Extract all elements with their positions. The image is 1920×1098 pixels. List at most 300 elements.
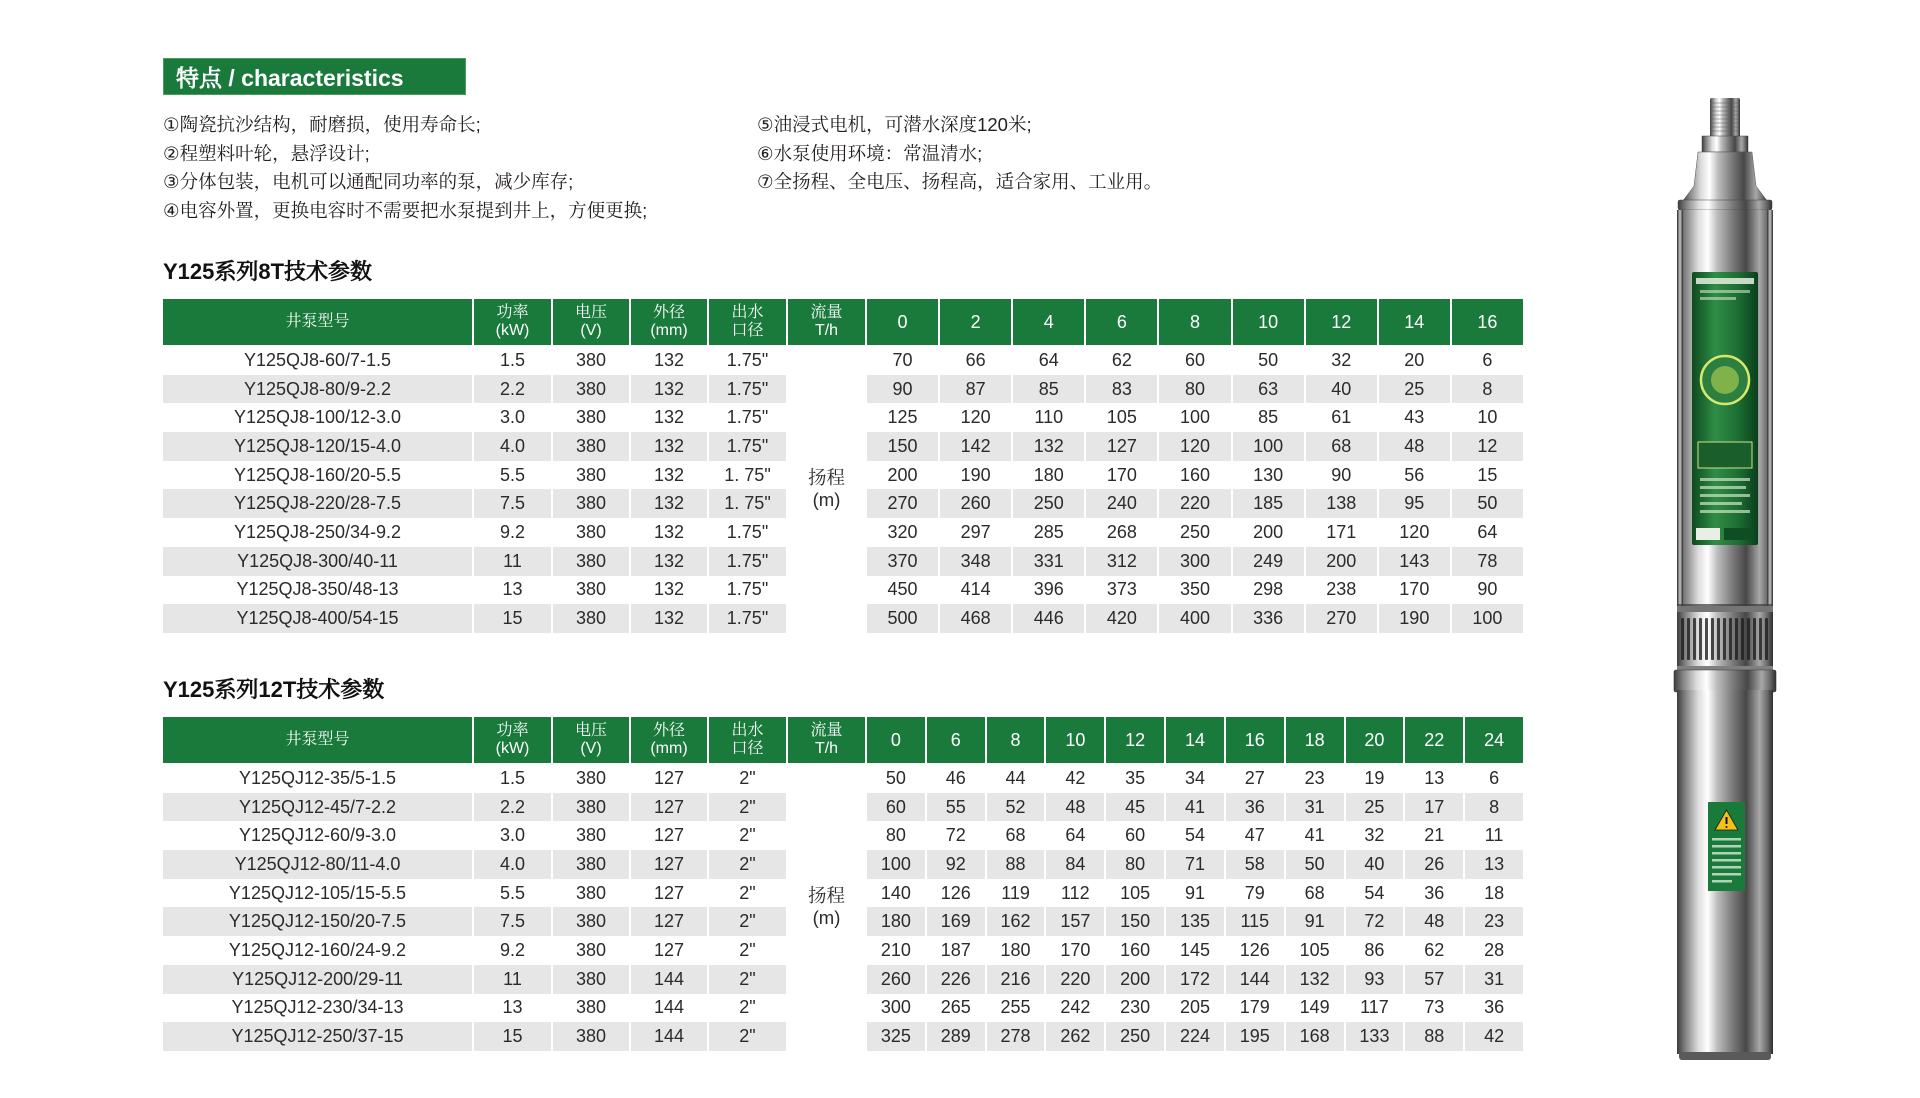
cell-head-value: 45	[1106, 793, 1164, 822]
cell-head-value: 6	[1482, 349, 1493, 370]
cell-diameter-mm: 144	[653, 997, 685, 1018]
cell-head-value: 115	[1226, 907, 1284, 936]
cell-head-value: 145	[1179, 939, 1211, 960]
flow-point-header: 0	[867, 299, 938, 345]
cell-head-value: 312	[1086, 547, 1157, 576]
cell-diameter-mm: 144	[631, 965, 707, 994]
cell-power-kw: 4.0	[474, 850, 551, 879]
cell-head-value: 13	[1424, 767, 1445, 788]
intake-slot	[1699, 618, 1702, 660]
column-header	[474, 717, 551, 763]
cell-head-value: 370	[867, 547, 938, 576]
feature-item: ⑦全扬程、全电压、扬程高，适合家用、工业用。	[757, 171, 1163, 192]
cell-head-value: 348	[940, 547, 1011, 576]
cell-head-value: 179	[1239, 997, 1270, 1018]
table-title-8t: Y125系列8T技术参数	[163, 259, 373, 284]
cell-head-value: 87	[940, 375, 1011, 404]
cell-head-value: 28	[1484, 939, 1505, 960]
flow-point-header: 18	[1286, 717, 1344, 763]
cell-voltage-v: 380	[575, 939, 607, 960]
table-title-12t: Y125系列12T技术参数	[163, 677, 385, 702]
cell-outlet: 2"	[739, 767, 756, 788]
intake-slot	[1735, 618, 1738, 660]
cell-voltage-v: 380	[575, 825, 607, 846]
cell-head-value: 135	[1166, 907, 1224, 936]
column-header-line: 功率	[496, 304, 529, 321]
cell-diameter-mm: 132	[631, 489, 707, 518]
cell-diameter-mm: 127	[631, 907, 707, 936]
cell-head-value: 169	[927, 907, 985, 936]
cell-head-value: 48	[1046, 793, 1104, 822]
cell-head-value: 60	[867, 793, 925, 822]
cell-head-value: 50	[1258, 349, 1279, 370]
flow-point-header: 16	[1452, 299, 1523, 345]
cell-head-value: 336	[1233, 604, 1304, 633]
cell-head-value: 260	[867, 965, 925, 994]
cell-voltage-v: 380	[553, 375, 629, 404]
cell-head-value: 72	[945, 825, 966, 846]
cell-head-value: 450	[887, 579, 918, 600]
cell-power-kw: 5.5	[499, 464, 526, 485]
cell-head-value: 20	[1404, 349, 1425, 370]
cell-head-value: 112	[1061, 882, 1090, 903]
flow-point-header: 10	[1233, 299, 1304, 345]
cell-head-value: 48	[1379, 432, 1450, 461]
flow-point-header: 20	[1346, 717, 1404, 763]
cell-head-value: 88	[1405, 1022, 1463, 1051]
cell-head-value: 10	[1477, 407, 1498, 428]
cell-head-value: 126	[1239, 939, 1270, 960]
head-label-cell	[788, 764, 865, 1051]
cell-head-value: 220	[1046, 965, 1104, 994]
cell-head-value: 72	[1346, 907, 1404, 936]
pump-illustration	[1660, 90, 1790, 1070]
cell-head-value: 110	[1034, 407, 1064, 428]
cell-outlet: 2"	[739, 939, 756, 960]
cell-voltage-v: 380	[553, 907, 629, 936]
cell-head-value: 25	[1379, 375, 1450, 404]
cell-head-value: 71	[1166, 850, 1224, 879]
cell-head-value: 325	[867, 1022, 925, 1051]
cell-power-kw: 3.0	[499, 825, 526, 846]
pump-flange	[1678, 200, 1772, 210]
cell-head-value: 56	[1404, 464, 1425, 485]
cell-head-value: 105	[1120, 882, 1151, 903]
cell-diameter-mm: 132	[653, 464, 685, 485]
cell-head-value: 78	[1452, 547, 1523, 576]
cell-head-value: 11	[1484, 825, 1504, 846]
cell-head-value: 26	[1405, 850, 1463, 879]
cell-head-value: 260	[940, 489, 1011, 518]
cell-head-value: 100	[1179, 407, 1211, 428]
cell-voltage-v: 380	[575, 579, 607, 600]
cell-head-value: 187	[940, 939, 971, 960]
cell-head-value: 240	[1086, 489, 1157, 518]
cell-head-value: 90	[1331, 464, 1352, 485]
cell-voltage-v: 380	[575, 997, 607, 1018]
cell-head-value: 100	[1452, 604, 1523, 633]
cell-head-value: 200	[887, 464, 918, 485]
intake-slot	[1693, 618, 1696, 660]
cell-model: Y125QJ12-80/11-4.0	[163, 850, 472, 879]
flow-point-header: 14	[1166, 717, 1224, 763]
cell-model: Y125QJ8-220/28-7.5	[163, 489, 472, 518]
cell-head-value: 31	[1465, 965, 1523, 994]
column-header	[163, 717, 472, 763]
cell-model: Y125QJ12-105/15-5.5	[228, 882, 407, 903]
cell-outlet: 1.75"	[726, 521, 769, 542]
feature-item: ⑥水泵使用环境：常温清水;	[757, 142, 983, 164]
spec-table-12t	[163, 717, 1523, 1051]
cell-outlet: 1.75"	[726, 579, 769, 600]
cell-outlet: 2"	[709, 907, 786, 936]
pump-collar	[1674, 670, 1776, 692]
intake-slot	[1723, 618, 1726, 660]
cell-power-kw: 7.5	[474, 489, 551, 518]
cell-head-value: 44	[1005, 767, 1026, 788]
cell-voltage-v: 380	[553, 1022, 629, 1051]
cell-head-value: 150	[867, 432, 938, 461]
cell-head-value: 420	[1086, 604, 1157, 633]
cell-head-value: 185	[1233, 489, 1304, 518]
cell-head-value: 60	[1184, 349, 1205, 370]
column-header	[631, 299, 707, 345]
cell-power-kw: 11	[474, 965, 551, 994]
cell-head-value: 35	[1125, 767, 1146, 788]
cell-head-value: 190	[960, 464, 991, 485]
cell-head-value: 58	[1226, 850, 1284, 879]
cell-head-value: 42	[1065, 767, 1086, 788]
cell-outlet: 1. 75"	[709, 489, 786, 518]
feature-item: ④电容外置，更换电容时不需要把水泵提到井上，方便更换;	[163, 199, 648, 221]
cell-head-value: 140	[880, 882, 911, 903]
column-header	[788, 299, 865, 345]
cell-head-value: 200	[1306, 547, 1377, 576]
intake-slot	[1681, 618, 1684, 660]
cell-head-value: 8	[1465, 793, 1523, 822]
flow-point-header: 8	[987, 717, 1045, 763]
flow-point-header: 6	[1086, 299, 1157, 345]
cell-head-value: 90	[867, 375, 938, 404]
cell-head-value: 60	[1125, 825, 1146, 846]
cell-head-value: 468	[940, 604, 1011, 633]
intake-slot	[1747, 618, 1750, 660]
cell-diameter-mm: 127	[653, 825, 685, 846]
feature-item: ②程塑料叶轮，悬浮设计;	[163, 142, 370, 164]
cell-head-value: 396	[1033, 579, 1064, 600]
cell-diameter-mm: 144	[631, 1022, 707, 1051]
column-header-line: 井泵型号	[285, 731, 350, 748]
cell-power-kw: 11	[474, 547, 551, 576]
cell-head-value: 150	[1106, 907, 1164, 936]
cell-head-value: 80	[885, 825, 906, 846]
cell-outlet: 2"	[709, 1022, 786, 1051]
pump-hex-nut	[1702, 136, 1748, 152]
cell-head-value: 48	[1405, 907, 1463, 936]
cell-outlet: 2"	[739, 825, 756, 846]
column-header	[709, 717, 786, 763]
cell-head-value: 23	[1465, 907, 1523, 936]
cell-head-value: 265	[940, 997, 971, 1018]
cell-head-value: 40	[1346, 850, 1404, 879]
cell-head-value: 255	[1000, 997, 1031, 1018]
cell-diameter-mm: 132	[631, 547, 707, 576]
head-label-cell	[788, 346, 865, 633]
cell-head-value: 126	[940, 882, 971, 903]
cell-voltage-v: 380	[553, 604, 629, 633]
cell-head-value: 46	[945, 767, 966, 788]
cell-head-value: 54	[1184, 825, 1205, 846]
intake-slot	[1729, 618, 1732, 660]
cell-voltage-v: 380	[575, 767, 607, 788]
cell-model: Y125QJ12-230/34-13	[231, 997, 404, 1018]
cell-head-value: 373	[1106, 579, 1137, 600]
cell-head-value: 262	[1046, 1022, 1104, 1051]
column-header-line: (kW)	[495, 740, 530, 757]
flow-point-header: 24	[1465, 717, 1523, 763]
column-header	[631, 717, 707, 763]
cell-model: Y125QJ12-160/24-9.2	[228, 939, 407, 960]
features-right	[757, 111, 1162, 197]
pump-tie-rod-right	[1767, 210, 1773, 606]
section-header-badge: 特点 / characteristics	[163, 58, 466, 95]
cell-head-value: 216	[987, 965, 1045, 994]
cell-power-kw: 5.5	[499, 882, 526, 903]
column-header	[709, 299, 786, 345]
cell-voltage-v: 380	[575, 882, 607, 903]
cell-head-value: 85	[1013, 375, 1084, 404]
cell-head-value: 80	[1159, 375, 1230, 404]
column-header-line: T/h	[814, 322, 839, 339]
cell-model: Y125QJ8-100/12-3.0	[233, 407, 402, 428]
cell-head-value: 170	[1060, 939, 1091, 960]
cell-head-value: 64	[1038, 349, 1059, 370]
cell-head-value: 446	[1013, 604, 1084, 633]
cell-head-value: 120	[960, 407, 991, 428]
cell-head-value: 180	[1000, 939, 1031, 960]
cell-head-value: 226	[927, 965, 985, 994]
cell-voltage-v: 380	[575, 521, 607, 542]
cell-head-value: 250	[1013, 489, 1084, 518]
cell-outlet: 1.75"	[709, 432, 786, 461]
column-header-line: 电压	[574, 304, 607, 321]
cell-head-value: 40	[1306, 375, 1377, 404]
cell-model: Y125QJ8-400/54-15	[163, 604, 472, 633]
cell-head-value: 54	[1364, 882, 1385, 903]
column-header-line: 井泵型号	[285, 313, 350, 330]
cell-diameter-mm: 132	[631, 604, 707, 633]
cell-head-value: 61	[1331, 407, 1352, 428]
cell-head-value: 162	[987, 907, 1045, 936]
cell-head-value: 63	[1233, 375, 1304, 404]
cell-head-value: 250	[1179, 521, 1211, 542]
cell-head-value: 32	[1331, 349, 1352, 370]
column-header-line: 电压	[574, 722, 607, 739]
cell-head-value: 331	[1013, 547, 1084, 576]
column-header	[474, 299, 551, 345]
cell-head-value: 85	[1258, 407, 1279, 428]
cell-head-value: 91	[1184, 882, 1205, 903]
cell-diameter-mm: 127	[631, 793, 707, 822]
cell-diameter-mm: 127	[653, 939, 685, 960]
cell-head-value: 130	[1253, 464, 1284, 485]
cell-head-value: 138	[1306, 489, 1377, 518]
cell-head-value: 23	[1304, 767, 1325, 788]
flow-point-header: 22	[1405, 717, 1463, 763]
cell-outlet: 2"	[709, 793, 786, 822]
pump-tie-rod-left	[1677, 210, 1683, 606]
cell-outlet: 1.75"	[726, 407, 769, 428]
cell-head-value: 50	[1452, 489, 1523, 518]
head-label-line: 扬程	[807, 467, 845, 489]
cell-head-value: 90	[1477, 579, 1498, 600]
pump-bottom-cap	[1679, 1052, 1771, 1060]
cell-head-value: 57	[1405, 965, 1463, 994]
cell-head-value: 132	[1286, 965, 1344, 994]
pump-threaded-fitting	[1710, 98, 1740, 138]
cell-diameter-mm: 127	[631, 850, 707, 879]
cell-head-value: 268	[1106, 521, 1137, 542]
cell-model: Y125QJ12-250/37-15	[163, 1022, 472, 1051]
cell-head-value: 149	[1299, 997, 1330, 1018]
column-header-line: (V)	[580, 322, 602, 339]
cell-head-value: 289	[927, 1022, 985, 1051]
cell-outlet: 1.75"	[709, 604, 786, 633]
cell-head-value: 133	[1346, 1022, 1404, 1051]
cell-model: Y125QJ8-300/40-11	[163, 547, 472, 576]
cell-diameter-mm: 132	[653, 521, 685, 542]
cell-model: Y125QJ12-45/7-2.2	[163, 793, 472, 822]
cell-head-value: 127	[1086, 432, 1157, 461]
cell-head-value: 278	[987, 1022, 1045, 1051]
cell-power-kw: 2.2	[474, 375, 551, 404]
cell-outlet: 1. 75"	[724, 464, 771, 485]
cell-head-value: 95	[1379, 489, 1450, 518]
cell-head-value: 132	[1013, 432, 1084, 461]
flow-point-header: 12	[1106, 717, 1164, 763]
pump-band	[1677, 604, 1773, 612]
cell-power-kw: 15	[474, 1022, 551, 1051]
head-label-line: 扬程	[807, 885, 845, 907]
cell-head-value: 47	[1244, 825, 1265, 846]
warning-label	[1708, 802, 1745, 891]
spec-table-8t	[163, 299, 1523, 633]
cell-head-value: 15	[1477, 464, 1498, 485]
cell-outlet: 2"	[709, 965, 786, 994]
intake-slot	[1705, 618, 1708, 660]
column-header	[788, 717, 865, 763]
column-header	[553, 299, 629, 345]
column-header-line: (kW)	[495, 322, 530, 339]
cell-model: Y125QJ12-60/9-3.0	[238, 825, 397, 846]
cell-head-value: 125	[887, 407, 918, 428]
cell-head-value: 36	[1226, 793, 1284, 822]
cell-head-value: 21	[1424, 825, 1445, 846]
column-header	[163, 299, 472, 345]
head-label-line: (m)	[812, 489, 841, 511]
cell-voltage-v: 380	[553, 432, 629, 461]
cell-head-value: 19	[1364, 767, 1385, 788]
cell-head-value: 42	[1465, 1022, 1523, 1051]
cell-voltage-v: 380	[553, 850, 629, 879]
cell-head-value: 238	[1326, 579, 1357, 600]
cell-head-value: 250	[1106, 1022, 1164, 1051]
cell-head-value: 170	[1106, 464, 1137, 485]
cell-head-value: 64	[1065, 825, 1086, 846]
cell-outlet: 2"	[709, 850, 786, 879]
cell-head-value: 93	[1346, 965, 1404, 994]
cell-power-kw: 9.2	[499, 939, 526, 960]
cell-head-value: 190	[1379, 604, 1450, 633]
cell-diameter-mm: 132	[653, 579, 685, 600]
cell-head-value: 41	[1166, 793, 1224, 822]
cell-head-value: 92	[927, 850, 985, 879]
cell-head-value: 68	[1304, 882, 1325, 903]
intake-slot	[1717, 618, 1720, 660]
cell-head-value: 88	[987, 850, 1045, 879]
flow-point-header: 0	[867, 717, 925, 763]
cell-head-value: 27	[1244, 767, 1265, 788]
cell-head-value: 180	[1033, 464, 1064, 485]
flow-point-header: 14	[1379, 299, 1450, 345]
cell-head-value: 400	[1159, 604, 1230, 633]
cell-head-value: 62	[1111, 349, 1132, 370]
cell-head-value: 34	[1184, 767, 1205, 788]
cell-head-value: 117	[1360, 997, 1389, 1018]
flow-point-header: 16	[1226, 717, 1284, 763]
cell-model: Y125QJ8-60/7-1.5	[243, 349, 392, 370]
cell-model: Y125QJ12-150/20-7.5	[163, 907, 472, 936]
cell-voltage-v: 380	[553, 547, 629, 576]
cell-head-value: 120	[1159, 432, 1230, 461]
cell-head-value: 297	[960, 521, 991, 542]
cell-diameter-mm: 132	[631, 432, 707, 461]
cell-diameter-mm: 132	[631, 375, 707, 404]
cell-head-value: 157	[1046, 907, 1104, 936]
cell-model: Y125QJ12-35/5-1.5	[238, 767, 397, 788]
intake-slot	[1759, 618, 1762, 660]
cell-outlet: 2"	[739, 882, 756, 903]
flow-point-header: 8	[1159, 299, 1230, 345]
cell-voltage-v: 380	[575, 349, 607, 370]
cell-head-value: 70	[892, 349, 913, 370]
cell-head-value: 300	[1159, 547, 1230, 576]
cell-head-value: 168	[1286, 1022, 1344, 1051]
cell-head-value: 18	[1484, 882, 1505, 903]
cell-head-value: 64	[1477, 521, 1498, 542]
cell-head-value: 119	[1001, 882, 1030, 903]
column-header-line: 口径	[731, 740, 764, 757]
column-header-line: 流量	[810, 304, 843, 321]
column-header-line: 口径	[731, 322, 764, 339]
cell-power-kw: 4.0	[474, 432, 551, 461]
cell-head-value: 84	[1046, 850, 1104, 879]
pump-product-label	[1692, 272, 1758, 545]
flow-point-header: 6	[927, 717, 985, 763]
cell-head-value: 36	[1424, 882, 1445, 903]
cell-head-value: 100	[1233, 432, 1304, 461]
cell-head-value: 25	[1346, 793, 1404, 822]
column-header	[553, 717, 629, 763]
intake-slot	[1711, 618, 1714, 660]
cell-head-value: 285	[1033, 521, 1064, 542]
cell-outlet: 1.75"	[709, 375, 786, 404]
feature-item: ①陶瓷抗沙结构，耐磨损，使用寿命长;	[163, 114, 481, 135]
cell-model: Y125QJ8-250/34-9.2	[233, 521, 402, 542]
cell-head-value: 210	[880, 939, 911, 960]
cell-power-kw: 13	[502, 997, 523, 1018]
spec-table-grid	[163, 299, 1523, 633]
